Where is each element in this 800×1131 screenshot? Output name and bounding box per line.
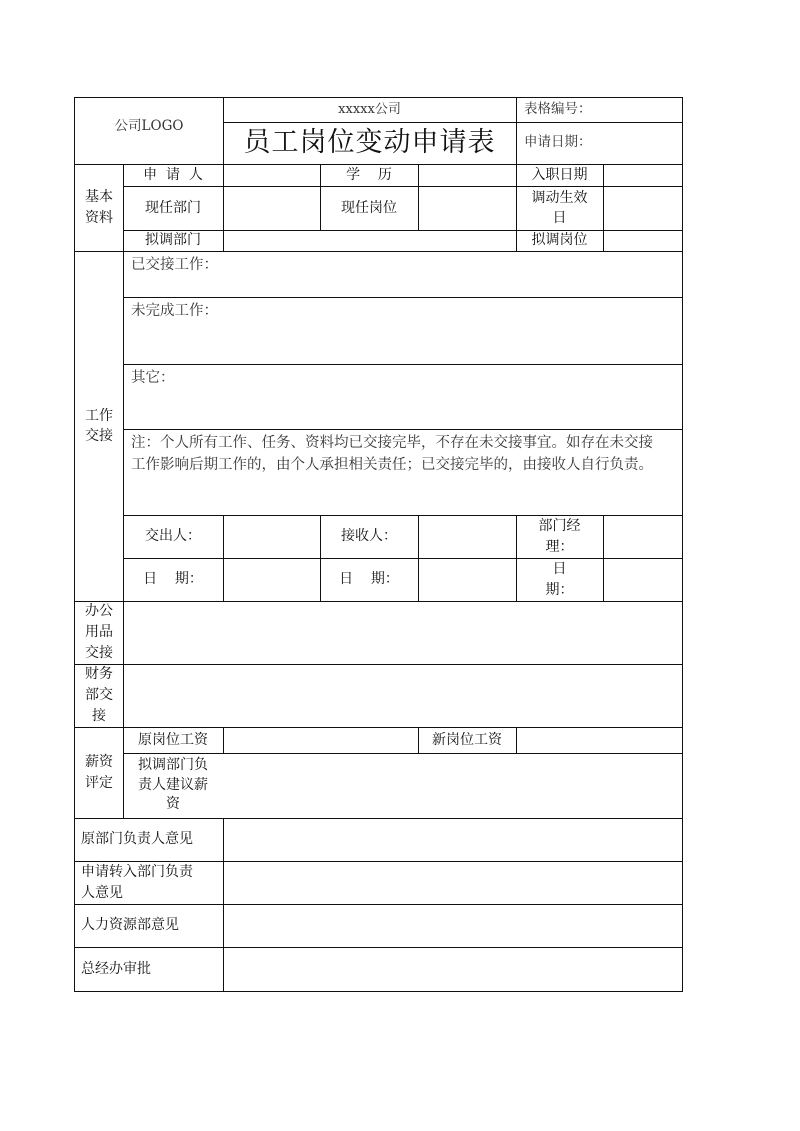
suggested-salary-field[interactable] [223,753,682,818]
manager-date-label: 日 期： [545,560,574,598]
basic-info-section-label: 基本 资料 [85,189,113,226]
salary-section-label: 薪资 评定 [85,754,113,791]
unfinished-work-field[interactable]: 未完成工作： [131,303,218,319]
gm-approval-label: 总经办审批 [81,960,151,977]
target-dept-field[interactable] [223,230,516,251]
hr-opinion-field[interactable] [223,904,682,947]
transfer-form [74,97,683,992]
receive-date-label: 日 期： [339,571,399,588]
other-work-field[interactable]: 其它： [131,370,175,386]
target-post-field[interactable] [603,230,682,251]
office-supplies-field[interactable] [123,601,682,664]
finance-handover-field[interactable] [123,664,682,727]
handover-date-field[interactable] [223,558,320,601]
education-field[interactable] [418,164,516,186]
form-title: 员工岗位变动申请表 [243,127,496,159]
company-logo-placeholder: 公司LOGO [114,118,184,135]
handover-person-label: 交出人： [145,528,201,545]
new-dept-opinion-label: 申请转入部门负责 人意见 [81,864,193,901]
receive-date-field[interactable] [418,558,516,601]
gm-approval-field[interactable] [223,947,682,991]
target-post-label: 拟调岗位 [531,232,588,249]
original-dept-opinion-field[interactable] [223,818,682,861]
current-dept-label: 现任部门 [145,199,201,216]
suggested-salary-label: 拟调部门负 责人建议薪 资 [138,757,208,813]
original-dept-opinion-label: 原部门负责人意见 [81,831,193,848]
handover-person-field[interactable] [223,515,320,558]
current-post-field[interactable] [418,186,516,230]
handover-date-label: 日 期： [143,571,203,588]
apply-date-label: 申请日期： [524,134,592,151]
company-name: xxxxx公司 [338,101,401,117]
handover-section-label: 工作 交接 [85,407,113,444]
receiver-field[interactable] [418,515,516,558]
applicant-field[interactable] [223,164,320,186]
form-number-label: 表格编号： [524,101,592,118]
finance-handover-label: 财务 部交 接 [85,666,113,724]
applicant-label: 申 请 人 [143,166,203,183]
manager-date-field[interactable] [603,558,682,601]
handover-disclaimer-note: 注：个人所有工作、任务、资料均已交接完毕，不存在未交接事宜。如存在未交接 工作影响后期工作的，由个人承担相关责任；已交接完毕的，由接收人自行负责。 [131,435,653,473]
education-label: 学 历 [346,166,392,183]
office-supplies-label: 办公 用品 交接 [85,603,113,661]
receiver-label: 接收人： [341,528,397,545]
effective-date-field[interactable] [603,186,682,230]
current-post-label: 现任岗位 [341,199,397,216]
hire-date-field[interactable] [603,164,682,186]
new-dept-opinion-field[interactable] [223,861,682,904]
hr-opinion-label: 人力资源部意见 [81,917,179,934]
new-salary-label: 新岗位工资 [432,731,502,748]
target-dept-label: 拟调部门 [145,232,201,249]
dept-manager-label: 部门经 理： [538,518,581,555]
new-salary-field[interactable] [516,727,682,753]
original-salary-label: 原岗位工资 [138,731,208,748]
original-salary-field[interactable] [223,727,418,753]
handed-over-work-field[interactable]: 已交接工作： [131,257,218,273]
hire-date-label: 入职日期 [531,166,588,183]
dept-manager-field[interactable] [603,515,682,558]
current-dept-field[interactable] [223,186,320,230]
effective-date-label: 调动生效 日 [531,189,588,226]
